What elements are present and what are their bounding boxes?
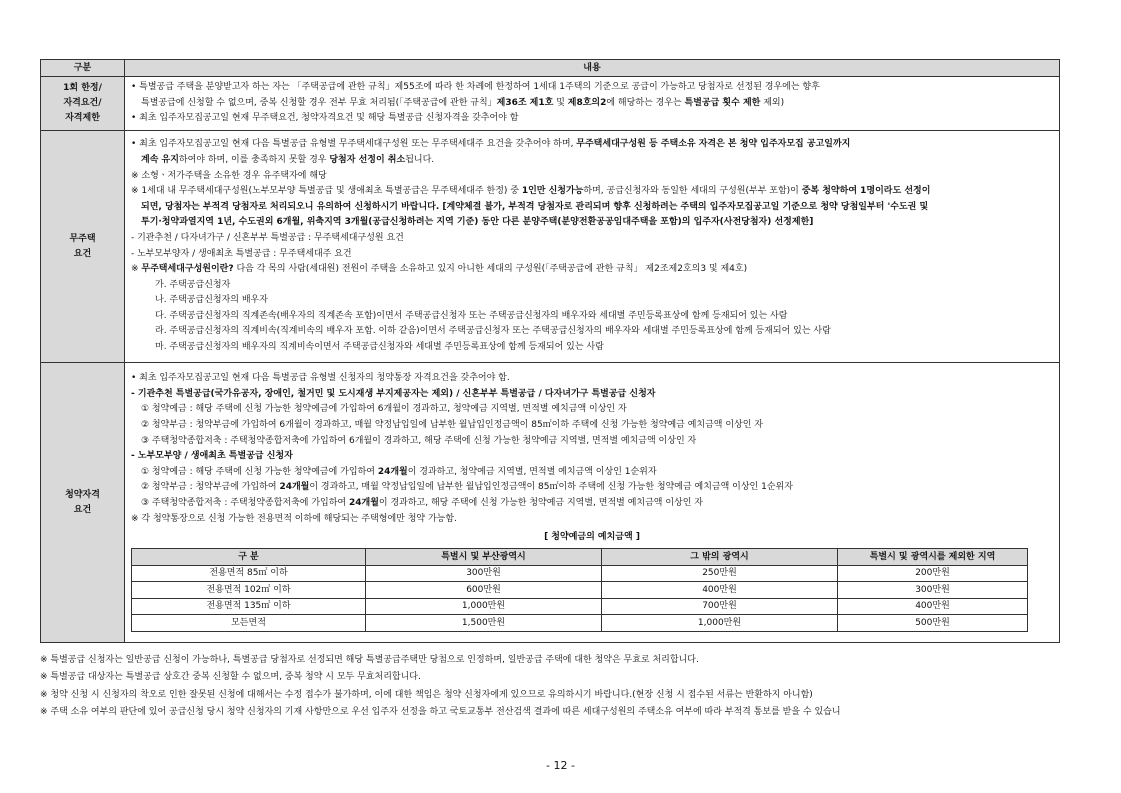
deposit-row	[132, 615, 1028, 632]
deposit-header-cell: 특별시 및 광역시를 제외한 지역	[838, 548, 1028, 565]
deposit-table	[131, 548, 1028, 632]
content-line	[131, 371, 1053, 387]
footnote: ※ 특별공급 대상자는 특별공급 상호간 중복 신청할 수 없으며, 중복 청약 시 모두 무효처리합니다.	[40, 672, 421, 683]
content-line	[131, 231, 1053, 247]
deposit-header-cell: 구 분	[132, 548, 366, 565]
content-line	[131, 434, 1053, 450]
text-segment: ※ 1세대 내 무주택세대구성원(노부모부양 특별공급 및 생애최초 특별공급은 무주택세대주 한정) 중	[131, 186, 522, 197]
deposit-cell: 500만원	[838, 615, 1028, 632]
category-line: 요건	[73, 504, 92, 515]
text-segment: 이 경과하고, 매월 약정납입일에 납부한 월납입인정금액이 85㎡이하 주택에 신청 가능한 청약예금 예치금액 이상인 1순위자	[309, 482, 793, 493]
content-line	[131, 153, 1053, 169]
content-line	[131, 200, 1053, 216]
text-segment: • 특별공급 주택을 분양받고자 하는 자는 「주택공급에 관한 규칙」제55조에 따라 한 차례에 한정하여 1세대 1주택의 기준으로 공급이 가능하고 당첨자로 선정된 경우에는 향후	[131, 82, 820, 93]
content-line	[131, 96, 1053, 112]
emphasis-text: 24개월	[377, 466, 408, 477]
text-segment: 제외)	[760, 97, 785, 108]
emphasis-text: 계속 유지	[141, 154, 179, 165]
deposit-cell: 1,500만원	[366, 615, 602, 632]
emphasis-text: 무주택세대구성원이란?	[141, 264, 234, 275]
deposit-row	[132, 598, 1028, 615]
emphasis-text: 제36조 제1호	[496, 97, 554, 108]
deposit-row	[132, 565, 1028, 582]
table-row	[41, 77, 1060, 131]
deposit-cell: 모든면적	[132, 615, 366, 632]
content-line	[131, 278, 1053, 294]
category-line: 무주택	[69, 233, 96, 244]
category-line: 자격제한	[65, 113, 100, 123]
category-line: 청약자격	[65, 489, 100, 500]
text-segment: ① 청약예금 : 해당 주택에 신청 가능한 청약예금에 가입하여	[141, 466, 378, 477]
text-segment: 에 해당하는 경우는	[606, 97, 685, 108]
text-segment: ※ 각 청약통장으로 신청 가능한 전용면적 이하에 해당되는 주택형에만 청약 가능함.	[131, 513, 457, 524]
emphasis-text: 24개월	[279, 482, 310, 493]
text-segment: ③ 주택청약종합저축 : 주택청약종합저축에 가입하여	[141, 497, 349, 508]
content-line	[131, 137, 1053, 153]
text-segment: 다. 주택공급신청자의 직계존속(배우자의 직계존속 포함)이면서 주택공급신청자 또는 주택공급신청자의 배우자와 세대별 주민등록표상에 함께 등재되어 있는 사람	[155, 310, 788, 321]
emphasis-text: 무주택세대구성원 등 주택소유 자격은 본 청약 입주자모집 공고일까지	[576, 139, 851, 150]
table-header-row	[41, 60, 1060, 77]
content-line	[131, 465, 1053, 481]
deposit-cell: 전용면적 102㎡ 이하	[132, 582, 366, 599]
content-line	[131, 215, 1053, 231]
text-segment: 특별공급에 신청할 수 없으며, 중복 신청할 경우 전부 무효 처리됨(「주택공급에 관한 규칙」	[141, 97, 497, 108]
content-line	[131, 449, 1053, 465]
deposit-header-row	[132, 548, 1028, 565]
text-segment: 가. 주택공급신청자	[155, 279, 231, 290]
text-segment: ③ 주택청약종합저축 : 주택청약종합저축에 가입하여 6개월이 경과하고, 해당 주택에 신청 가능한 청약예금 지역별, 면적별 예치금액 이상인 자	[141, 435, 697, 446]
text-segment: 라. 주택공급신청자의 직계비속(직계비속의 배우자 포함. 이하 같음)이면서 주택공급신청자 또는 주택공급신청자의 배우자와 세대별 주민등록표상에 함께 등재되어 있는 사람	[155, 326, 831, 337]
table-row	[41, 131, 1060, 363]
emphasis-text: 24개월	[348, 497, 379, 508]
deposit-header-cell: 그 밖의 광역시	[602, 548, 838, 565]
deposit-cell: 250만원	[602, 565, 838, 582]
table-row	[41, 363, 1060, 643]
emphasis-text: 당첨자 선정이 취소	[329, 154, 406, 165]
header-category: 구분	[41, 60, 125, 77]
row-category-limit	[41, 77, 125, 131]
text-segment: 하며, 공급신청자와 동일한 세대의 구성원(부부 포함)이	[583, 186, 802, 197]
deposit-header-cell: 특별시 및 부산광역시	[366, 548, 602, 565]
deposit-cell: 전용면적 135㎡ 이하	[132, 598, 366, 615]
deposit-row	[132, 582, 1028, 599]
row-content-limit	[125, 77, 1060, 131]
deposit-cell: 전용면적 85㎡ 이하	[132, 565, 366, 582]
content-line	[131, 293, 1053, 309]
content-line	[131, 184, 1053, 200]
content-line	[131, 496, 1053, 512]
deposit-cell: 1,000만원	[602, 615, 838, 632]
emphasis-text: - 노부모부양 / 생애최초 특별공급 신청자	[131, 451, 293, 462]
content-line	[131, 418, 1053, 434]
header-content: 내용	[125, 60, 1060, 77]
content-line	[131, 247, 1053, 263]
deposit-cell: 400만원	[838, 598, 1028, 615]
footnote: ※ 특별공급 신청자는 일반공급 신청이 가능하나, 특별공급 당첨자로 선정되면 해당 특별공급주택만 당첨으로 인정하며, 일반공급 주택에 대한 청약은 무효로 처리합니다.	[40, 655, 699, 665]
text-segment: ※	[131, 264, 142, 275]
deposit-cell: 300만원	[366, 565, 602, 582]
text-segment: ① 청약예금 : 해당 주택에 신청 가능한 청약예금에 가입하여 6개월이 경과하고, 청약예금 지역별, 면적별 예치금액 이상인 자	[141, 404, 627, 415]
content-line	[131, 169, 1053, 185]
text-segment: 및	[553, 97, 568, 108]
deposit-cell: 400만원	[602, 582, 838, 599]
row-content-no-home	[125, 131, 1060, 363]
deposit-cell: 600만원	[366, 582, 602, 599]
category-line: 자격요건/	[63, 98, 102, 108]
row-content-subscription	[125, 363, 1060, 643]
deposit-table-title: [ 청약예금의 예치금액 ]	[544, 532, 640, 543]
emphasis-text: 되면, 당첨자는 부적격 당첨자로 처리되오니 유의하여 신청하시기 바랍니다. [계약체결 불가, 부적격 당첨자로 관리되며 향후 신청하려는 주택의 입주자모집공고일 기준으로 청약 당첨일부터 '수도권 및	[141, 201, 929, 212]
content-line	[131, 340, 1053, 356]
text-segment: • 최초 입주자모집공고일 현재 무주택요건, 청약자격요건 및 해당 특별공급 신청자격을 갖추어야 함	[131, 113, 519, 124]
emphasis-text: 1인만 신청가능	[521, 186, 584, 197]
text-segment: ② 청약부금 : 청약부금에 가입하여 6개월이 경과하고, 매월 약정납입일에 납부한 월납입인정금액이 85㎡이하 주택에 신청 가능한 청약예금 예치금액 이상인 자	[141, 420, 763, 431]
emphasis-text: 제8호의2	[567, 97, 607, 108]
text-segment: 마. 주택공급신청자의 배우자의 직계비속이면서 주택공급신청자와 세대별 주민등록표상에 함께 등재되어 있는 사람	[155, 342, 604, 353]
deposit-cell: 200만원	[838, 565, 1028, 582]
emphasis-text: - 기관추천 특별공급(국가유공자, 장애인, 철거민 및 도시재생 부지제공자는 제외) / 신혼부부 특별공급 / 다자녀가구 특별공급 신청자	[131, 388, 656, 399]
content-line	[131, 402, 1053, 418]
content-line	[131, 480, 1053, 496]
text-segment: 됩니다.	[405, 154, 435, 165]
content-line	[131, 387, 1053, 403]
text-segment: 다음 각 목의 사람(세대원) 전원이 주택을 소유하고 있지 아니한 세대의 구성원(「주택공급에 관한 규칙」 제2조제2호의3 및 제4호)	[233, 264, 748, 275]
text-segment: ② 청약부금 : 청약부금에 가입하여	[141, 482, 280, 493]
category-line: 요건	[73, 248, 92, 259]
content-line	[131, 80, 1053, 96]
text-segment: 이 경과하고, 청약예금 지역별, 면적별 예치금액 이상인 1순위자	[407, 466, 657, 477]
content-line	[131, 262, 1053, 278]
eligibility-table	[40, 59, 1060, 643]
content-line	[131, 111, 1053, 127]
text-segment: - 기관추천 / 다자녀가구 / 신혼부부 특별공급 : 무주택세대구성원 요건	[131, 232, 404, 243]
text-segment: 하여야 하며, 이를 충족하지 못할 경우	[178, 154, 330, 165]
row-category-no-home	[41, 131, 125, 363]
emphasis-text: 투기·청약과열지역 1년, 수도권외 6개월, 위축지역 3개월(공급신청하려는 지역 기준) 동안 다른 분양주택(분양전환공공임대주택을 포함)의 입주자(사전당첨자) 선정제한]	[141, 217, 814, 228]
category-line: 1회 한정/	[63, 83, 102, 93]
emphasis-text: 특별공급 횟수 제한	[684, 97, 761, 108]
text-segment: 이 경과하고, 해당 주택에 신청 가능한 청약예금 지역별, 면적별 예치금액 이상인 자	[378, 497, 704, 508]
text-segment: ※ 소형ㆍ저가주택을 소유한 경우 유주택자에 해당	[131, 170, 327, 181]
deposit-cell: 1,000만원	[366, 598, 602, 615]
deposit-cell: 300만원	[838, 582, 1028, 599]
text-segment: • 최초 입주자모집공고일 현재 다음 특별공급 유형별 신청자의 청약통장 자격요건을 갖추어야 함.	[131, 373, 510, 384]
content-line	[131, 512, 1053, 528]
footnote: ※ 주택 소유 여부의 판단에 있어 공급신청 당시 청약 신청자의 기재 사항만으로 우선 입주자 선정을 하고 국토교통부 전산검색 결과에 따른 세대구성원의 주택소유 여부에 따라 부적격 통보를 받을 수 있습니	[40, 706, 841, 717]
content-line	[131, 324, 1053, 340]
text-segment: • 최초 입주자모집공고일 현재 다음 특별공급 유형별 무주택세대구성원 또는 무주택세대주 요건을 갖추어야 하며,	[131, 139, 577, 150]
footnote: ※ 청약 신청 시 신청자의 착오로 인한 잘못된 신청에 대해서는 수정 접수가 불가하며, 이에 대한 책임은 청약 신청자에게 있으므로 유의하시기 바랍니다.(현장 신청 시 접수된 서류는 반환하지 아니함)	[40, 689, 813, 700]
page-number: - 12 -	[546, 759, 575, 772]
row-category-subscription	[41, 363, 125, 643]
deposit-cell: 700만원	[602, 598, 838, 615]
content-line	[131, 309, 1053, 325]
text-segment: 나. 주택공급신청자의 배우자	[155, 295, 268, 306]
emphasis-text: 중복 청약하여 1명이라도 선정이	[801, 186, 931, 197]
text-segment: - 노부모부양자 / 생애최초 특별공급 : 무주택세대주 요건	[131, 248, 352, 259]
footnotes	[40, 652, 1100, 721]
